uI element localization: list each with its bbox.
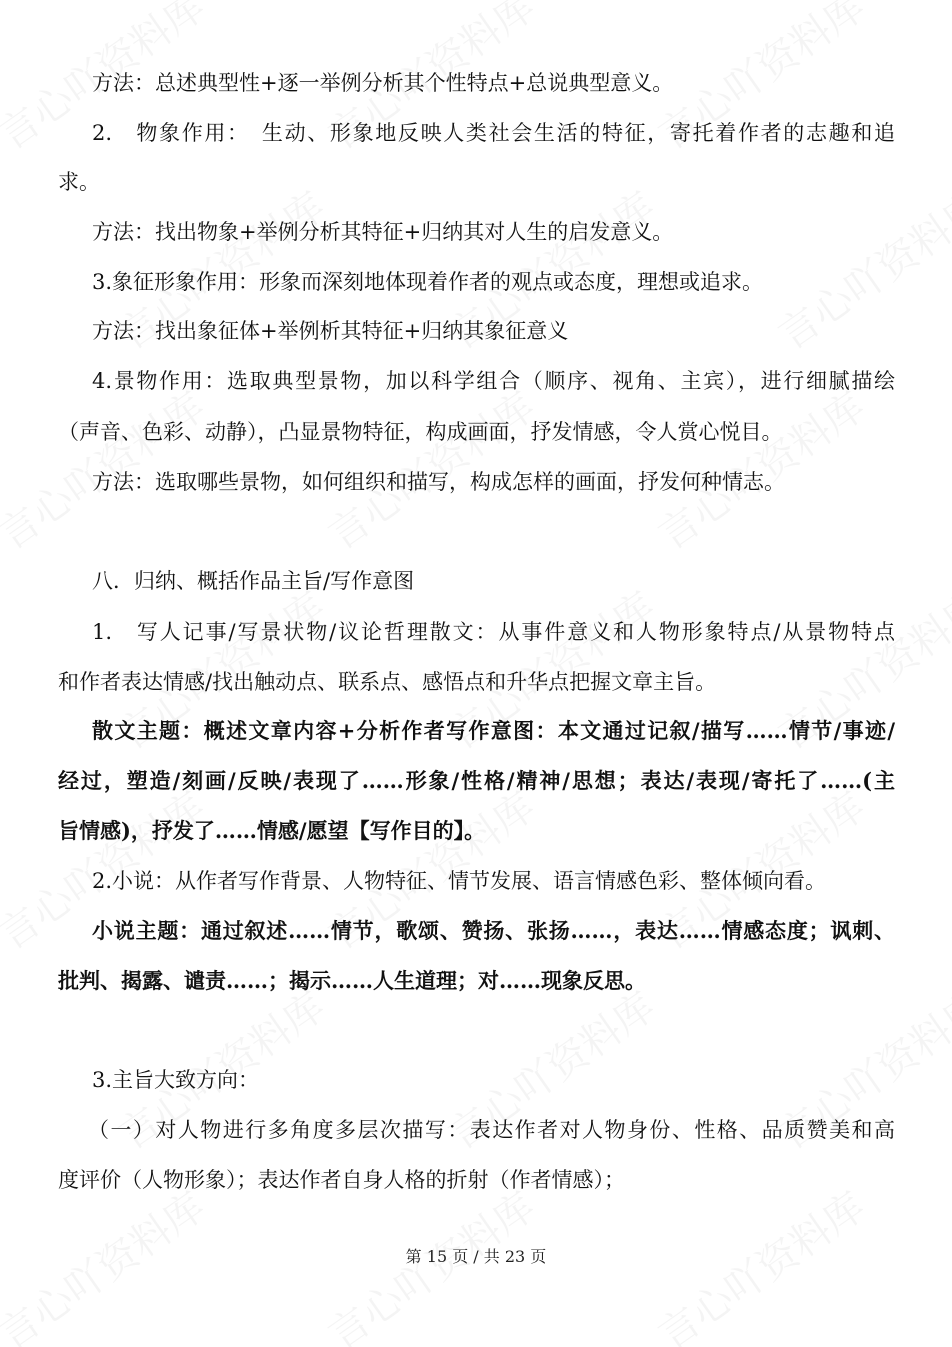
paragraph-line: 方法：选取哪些景物，如何组织和描写，构成怎样的画面，抒发何种情志。 bbox=[92, 470, 785, 494]
page-number: 第 15 页 / 共 23 页 bbox=[405, 1247, 547, 1266]
bold-paragraph-line: 旨情感)，抒发了……情感/愿望【写作目的】。 bbox=[58, 818, 486, 843]
paragraph-line: 求。 bbox=[58, 170, 100, 194]
paragraph-line: （一）对人物进行多角度多层次描写：表达作者对人物身份、性格、品质赞美和高 bbox=[88, 1118, 895, 1142]
paragraph-line: 和作者表达情感/找出触动点、联系点、感悟点和升华点把握文章主旨。 bbox=[58, 670, 717, 694]
paragraph-line: 3.象征形象作用：形象而深刻地体现着作者的观点或态度，理想或追求。 bbox=[92, 270, 764, 294]
paragraph-line: 1. 写人记事/写景状物/议论哲理散文：从事件意义和人物形象特点/从景物特点 bbox=[92, 620, 895, 644]
paragraph-line: 2.小说：从作者写作背景、人物特征、情节发展、语言情感色彩、整体倾向看。 bbox=[92, 869, 827, 893]
paragraph-line: 4.景物作用：选取典型景物，加以科学组合（顺序、视角、主宾），进行细腻描绘 bbox=[92, 369, 895, 393]
paragraph-line: 方法：找出物象+举例分析其特征+归纳其对人生的启发意义。 bbox=[92, 220, 674, 244]
section-heading: 八．归纳、概括作品主旨/写作意图 bbox=[92, 569, 415, 593]
paragraph-line: 度评价（人物形象）；表达作者自身人格的折射（作者情感）； bbox=[58, 1168, 625, 1192]
paragraph-line: 2. 物象作用： 生动、形象地反映人类社会生活的特征，寄托着作者的志趣和追 bbox=[92, 121, 895, 145]
bold-paragraph-line: 小说主题：通过叙述……情节，歌颂、赞扬、张扬……，表达……情感态度；讽刺、 bbox=[92, 918, 895, 943]
bold-paragraph-line: 经过，塑造/刻画/反映/表现了……形象/性格/精神/思想；表达/表现/寄托了……(主 bbox=[58, 768, 895, 793]
paragraph-line: 方法：总述典型性+逐一举例分析其个性特点+总说典型意义。 bbox=[92, 71, 674, 95]
bold-paragraph-line: 散文主题：概述文章内容+分析作者写作意图：本文通过记叙/描写……情节/事迹/ bbox=[92, 718, 895, 743]
bold-paragraph-line: 批判、揭露、谴责……；揭示……人生道理；对……现象反思。 bbox=[58, 968, 646, 993]
watermark-text bbox=[765, 176, 952, 360]
paragraph-line: （声音、色彩、动静），凸显景物特征，构成画面，抒发情感，令人赏心悦目。 bbox=[58, 420, 783, 444]
paragraph-line: 方法：找出象征体+举例析其特征+归纳其象征意义 bbox=[92, 319, 569, 343]
subsection-heading: 3.主旨大致方向： bbox=[92, 1068, 260, 1092]
